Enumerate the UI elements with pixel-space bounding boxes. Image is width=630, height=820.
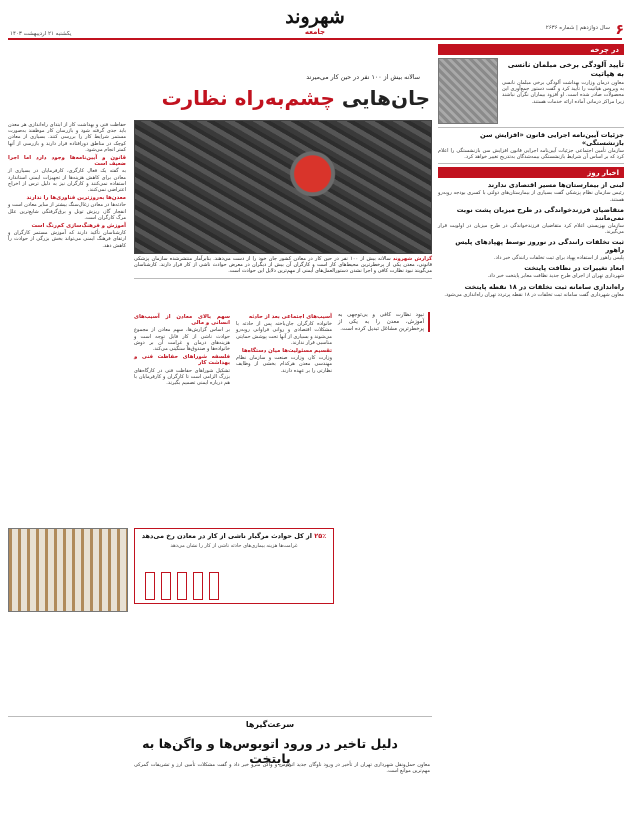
mid-subhead-2: فلسفه شوراهای حفاظت فنی و بهداشت کار	[134, 354, 230, 367]
sidebar	[438, 44, 624, 298]
logo-section: جامعه	[304, 28, 326, 36]
right-text-2: وزارت کار، وزارت صنعت و سازمان نظام مهندسی معدن هرکدام بخشی از وظایف نظارتی را بر عهده دارند.	[236, 355, 332, 374]
stat-tile	[193, 572, 203, 600]
middle-column	[134, 312, 230, 386]
news-1-text: رئیس سازمان نظام پزشکی گفت بسیاری از بیمارستان‌های دولتی با کسری بودجه روبه‌رو هستند.	[438, 190, 624, 203]
left-text-3: حادثه‌ها در معادن زغال‌سنگ بیشتر از سایر معادن است و انفجار گاز، ریزش تونل و برق‌گرفتگی شایع‌ترین علل مرگ کارگران است.	[8, 202, 126, 221]
news-4-text: شهرداری تهران از اجرای طرح جدید نظافت معابر پایتخت خبر داد.	[487, 273, 624, 280]
news-3-text: پلیس راهور از استفاده پهپاد برای ثبت تخلفات رانندگی خبر داد.	[494, 255, 624, 262]
stat-tile	[145, 572, 155, 600]
page-number: ۶	[615, 22, 624, 38]
stat-percent: ۲۵٪	[314, 532, 327, 540]
sidebar-item-1	[438, 58, 624, 124]
newspaper-logo	[272, 6, 358, 36]
sidebar-item-1-text: معاون درمان وزارت بهداشت آلودگی برخی مبلمان نانسی به ویروس هپاتیت را تأیید کرد و گفت دستور جمع‌آوری این محصولات صادر شده است. او افزود بیماران نگران نباشند زیرا مراکز درمانی آماده ارائه خدمات هستند.	[502, 80, 624, 105]
divider	[438, 127, 624, 128]
headline-black: جان‌هایی	[341, 86, 430, 110]
logo-text: شهروند	[285, 6, 345, 28]
sidebar-item-1-title: تأیید آلودگی برخی مبلمان نانسی به هپاتیت	[507, 60, 624, 78]
left-subhead-1: قانون و آیین‌نامه‌ها وجود دارد اما اجرا ضعیف است	[8, 155, 126, 168]
scaffold-photo	[8, 528, 128, 612]
main-kicker: سالانه بیش از ۱۰۰ نفر در حین کار می‌میرند	[306, 74, 420, 81]
divider	[438, 163, 624, 164]
right-text-1: خانواده کارگران جان‌باخته پس از حادثه با مشکلات اقتصادی و روانی فراوانی روبه‌رو می‌شوند و بسیاری از آنها تحت پوشش حمایتی مناسبی قرار ندارند.	[236, 321, 332, 346]
left-subhead-2: معدن‌ها به‌روزترین فناوری‌ها را ندارند	[26, 195, 126, 202]
newspaper-stack-photo	[438, 58, 498, 124]
right-subhead-2: تقسیم مسئولیت‌ها میان دستگاه‌ها	[241, 348, 332, 355]
lead-text: سالانه بیش از ۱۰۰ نفر در حین کار در معادن کشور جان خود را از دست می‌دهند. بنابرآمار منتشرشده سازمان پزشکی قانونی، معدن یکی از پرخطرترین محیط‌های کار است و کارگران آن بیش از دیگران در معرض حوادث ناشی از کار قرار دارند. کارشناسان می‌گویند نبود نظارت کافی و اجرا نشدن دستورالعمل‌های ایمنی از مهم‌ترین دلایل این حوادث است.	[134, 256, 432, 275]
mid-subhead-1: سهم بالای معادن از آسیب‌های انسانی و مالی	[134, 314, 230, 327]
stat-box	[134, 528, 334, 604]
bottom-rule	[8, 716, 432, 717]
pull-quote	[338, 312, 430, 332]
stat-tile	[161, 572, 171, 600]
news-1-title: لبنی از بیمارستان‌ها مسیر اقتصادی ندارند	[487, 181, 624, 190]
mid-text-1: بر اساس گزارش‌ها، سهم معادن از مجموع حوادث ناشی از کار قابل توجه است و هزینه‌های درمان و غرامت آن بر دوش خانواده‌ها و صندوق‌ها سنگینی می‌کند.	[134, 327, 230, 353]
left-text-1: حفاظت فنی و بهداشت کار از ابتدای راه‌اندازی هر معدن باید جدی گرفته شود و بازرسان کار موظفند به‌صورت مستمر شرایط کار را بررسی کنند. بسیاری از معادن کوچک در مناطق دورافتاده قرار دارند و بازرسی از آنها کمتر انجام می‌شود.	[8, 122, 126, 153]
sidebar-section-1: در چرخه	[438, 44, 624, 55]
sidebar-section-2: اخبار روز	[438, 167, 624, 178]
news-5-text: معاون شهرداری گفت سامانه ثبت تخلفات در ۱۸ نقطه پرتردد تهران راه‌اندازی می‌شود.	[444, 291, 624, 298]
left-column	[8, 122, 126, 249]
sidebar-item-2-title: جزئیات آیین‌نامه اجرایی قانون «افزایش سن بازنشستگی»	[480, 131, 624, 147]
mid-text-2: تشکیل شوراهای حفاظت فنی در کارگاه‌های بزرگ الزامی است تا کارگران و کارفرمایان با هم درباره ایمنی تصمیم بگیرند.	[134, 367, 230, 387]
left-subhead-3: آموزش و فرهنگ‌سازی کم‌رنگ است	[31, 223, 126, 230]
main-headline	[120, 86, 430, 110]
lead-paragraph	[134, 256, 432, 279]
top-rule	[8, 38, 622, 40]
masthead	[0, 0, 630, 46]
miner-helmet-photo	[134, 120, 432, 254]
bottom-kicker: سرعت‌گیرها	[245, 720, 295, 729]
news-5-title: راه‌اندازی سامانه ثبت تخلفات در ۱۸ نقطه پایتخت	[464, 282, 624, 291]
date-line: یکشنبه ۲۱ اردیبهشت ۱۴۰۳	[10, 31, 72, 37]
left-text-2: به گفته یک فعال کارگری، کارفرمایان در بسیاری از معادن برای کاهش هزینه‌ها از تجهیزات ایمنی استاندارد استفاده نمی‌کنند و کارگران نیز به دلیل ترس از اخراج اعتراضی نمی‌کنند.	[8, 168, 126, 194]
right-subhead-1: آسیب‌های اجتماعی بعد از حادثه	[248, 314, 332, 320]
issue-line: سال دوازدهم | شماره ۲۶۳۶	[545, 25, 610, 31]
headline-red: چشم‌به‌راه نظارت	[161, 86, 335, 110]
stat-headline	[135, 529, 333, 543]
sidebar-item-2-text: سازمان تأمین اجتماعی جزئیات آیین‌نامه اجرایی قانون افزایش سن بازنشستگی را اعلام کرد که بر اساس آن شرایط بازنشستگی بیمه‌شدگان به‌تدریج تغییر خواهد کرد.	[438, 148, 624, 161]
left-text-4: کارشناسان تأکید دارند که آموزش مستمر کارگران و ارتقای فرهنگ ایمنی می‌تواند بخش بزرگی از حوادث را کاهش دهد.	[8, 230, 126, 249]
stat-tile	[177, 572, 187, 600]
news-2-title: متقاضیان فرزندخواندگی در طرح میزبان پشت نوبت نمی‌مانند	[456, 205, 624, 222]
quote-text: نبود نظارت کافی و بی‌توجهی به آموزش، معدن را به یکی از پرخطرترین مشاغل تبدیل کرده است.	[338, 312, 424, 332]
lead-tag: گزارش شهروند	[392, 256, 433, 262]
bottom-text: معاون حمل‌ونقل شهرداری تهران از تأخیر در ورود ناوگان جدید اتوبوس و واگن مترو خبر داد و گفت مشکلات تأمین ارز و تشریفات گمرکی مهم‌ترین موانع است.	[134, 762, 430, 775]
news-3-title: ثبت تخلفات رانندگی در نوروز توسط پهپادهای پلیس راهور	[455, 238, 624, 255]
stat-tile	[209, 572, 219, 600]
stat-graphic	[139, 562, 329, 600]
bottom-headline: دلیل تاخیر در ورود اتوبوس‌ها و واگن‌ها به پایتخت	[142, 736, 398, 766]
news-2-text: سازمان بهزیستی اعلام کرد متقاضیان فرزندخواندگی در طرح میزبان در اولویت قرار می‌گیرند.	[438, 222, 624, 236]
stat-headline-text: از کل حوادث مرگبار ناشی از کار در معادن رخ می‌دهد	[141, 532, 313, 540]
stat-sub: غرامت‌ها هزینه بیماری‌های حادثه ناشی از کار را نشان می‌دهد	[170, 543, 298, 549]
news-4-title: ابعاد تغییرات در نظافت پایتخت	[524, 264, 624, 273]
article-right-column	[236, 312, 332, 374]
